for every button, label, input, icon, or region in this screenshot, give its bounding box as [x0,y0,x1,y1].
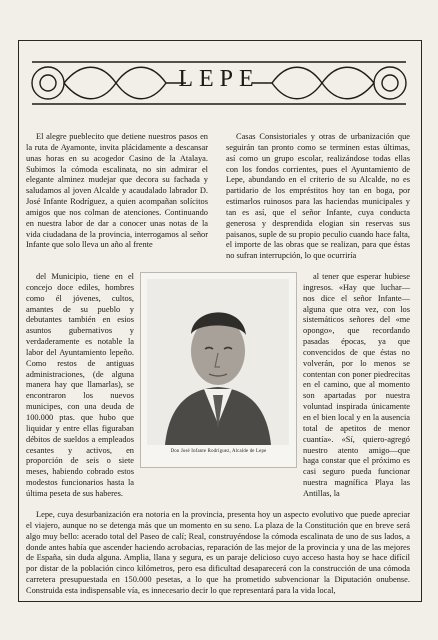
right-column-text: Casas Consistoriales y otras de urbanización que seguirán tan pronto como se terminen estas últimas, así como un grupo escolar, realizándose todas ellas con los fondos corrientes, pues el Ayuntamiento de Lepe, abundando en el criterio de su Alcalde, no es partidario de los empréstitos hoy tan en boga, por estimarlos ruinosos para las haciendas municipales y tan es así, que el señor Infante, cuya conducta generosa y desprendida elogian sin reservas sus paisanos, suple de su propio peculio cuando hace falta, el importe de las obras que se realizan, para que éstas no sufran interrupción, lo que ocurriría [226,132,410,261]
left-column-top [26,132,208,251]
portrait-photo [147,279,289,445]
right-wrap-text: al tener que esperar hubiese ingresos. «Hay que luchar—nos dice el señor Infante—alguna que otra vez, con los sistemáticos señores del «me opongo», que recordando pasadas épocas, ya que convencidos de que éstas no volverán, por lo menos se contentan con poner piedrecitas en el camino, que al momento son apartadas por nuestra voluntad inspirada únicamente en el bien local y en la ausencia total de apetitos de menor cuantía». «Sí, quiero-agregó nuestro atento amigo—que haga constar que el próximo es casi seguro pueda funcionar nuestra magnífica Playa las Antillas, la [303,272,410,498]
bottom-text: Lepe, cuya desurbanización era notoria en la provincia, presenta hoy un aspecto evolutivo que puede apreciar el viajero, aunque no se detenga más que un momento en su seno. La plaza de la Constitución que en breve será algo muy bello: acerado total del Paseo de calí; Real, construyéndose la cómoda escalinata de uno de sus lados, a donde antes había que ascender haciendo acrobacias, reparación de las mejor de la provincia y una de las mejores de España, sin duda alguna. Amplia, llana y segura, es un paraje delicioso cuyo acceso hasta hoy se hace difícil por distar de la población cinco kilómetros, pero esa dificultad desaparecerá con la construcción de una cómoda carretera presupuestada en 150.000 pesetas, a lo que ha prometido subvencionar la Diputación onubense. Construida esta indispensable vía, es innecesario decir lo que representará para la vida local, [26,510,410,595]
bottom-text-block [26,510,410,597]
portrait-frame [140,272,297,468]
right-wrap-column [303,272,410,500]
page-title: LEPE [178,66,260,92]
left-wrap-column [26,272,134,500]
left-column-text: El alegre pueblecito que detiene nuestros pasos en la ruta de Ayamonte, invita plácidamente a descansar unas horas en su acogedor Casino de la Atalaya. Subimos la cómoda escalinata, no sin admirar el elegante alminez mudejar que decora su fachada y saludamos al joven Alcalde y acaudalado labrador D. José Infante Rodríguez, a quien acompañan solícitos amigos que nos colman de atenciones. Continuando en nuestra labor de dar a conocer unas notas de la vida ciudadana de la provincia, interrogamos al señor Infante que solo lleva un año al frente [26,132,208,250]
right-column-top [226,132,410,262]
portrait-illustration [147,279,289,445]
left-wrap-text: del Municipio, tiene en el concejo doce ediles, hombres como él jóvenes, cultos, amantes de su pueblo y debutantes también en esios asuntos gubernativos y verdaderamente es notable la labor del Ayuntamiento lepeño. Como restos de antiguas administraciones, (de alguna manera hay que llamarlas), se encontraron los nuevos municipes, con una deuda de 100.000 ptas. que hubo que liquidar y entre ellas figuraban débitos de sueldos a empleados cesantes y activos, en proporción de seis o siete meses, habiendo cobrado estos modestos funcionarios hasta la última peseta de sus haberes. [26,272,134,498]
portrait-caption: Don José Infante Rodríguez, Alcalde de Lepe [170,449,267,454]
